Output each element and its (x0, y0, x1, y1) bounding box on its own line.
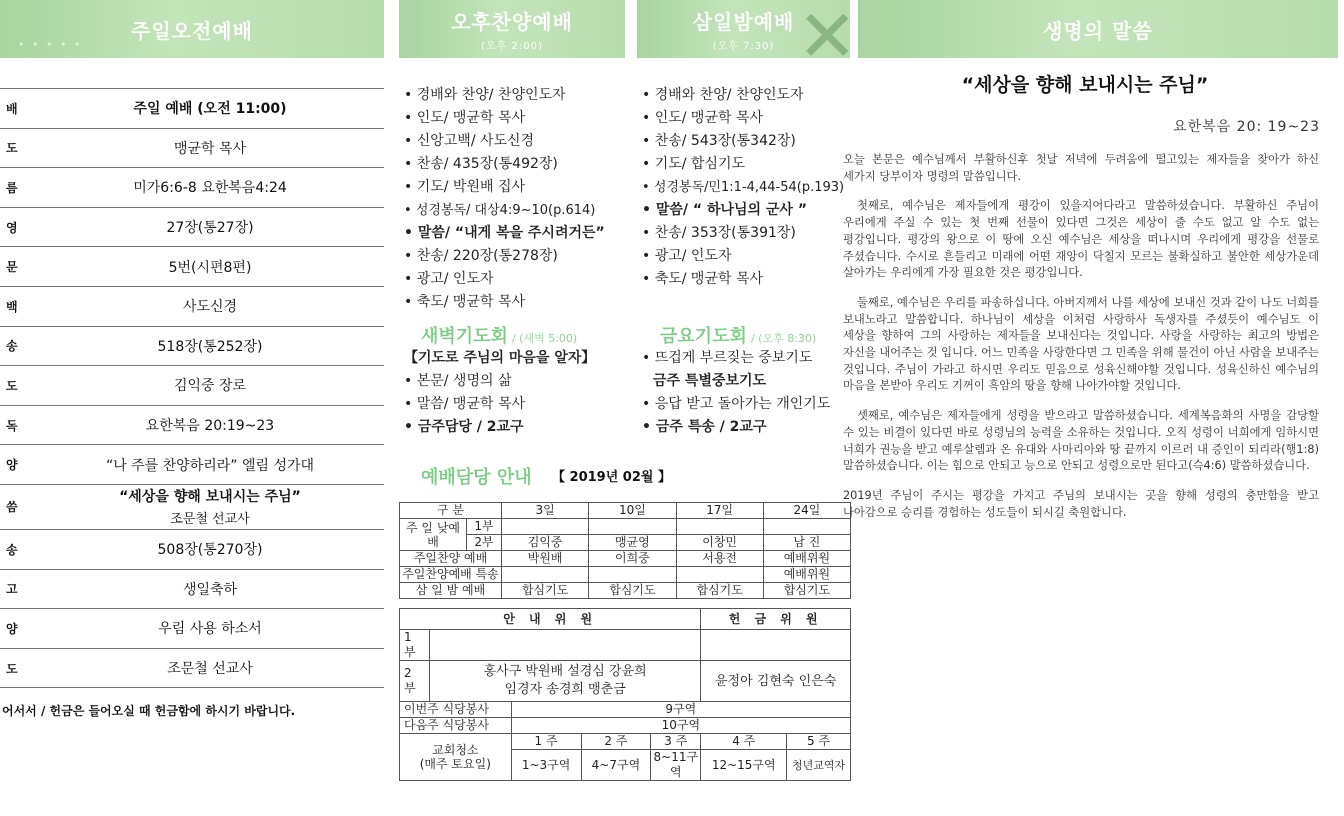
table-cell: 10구역 (511, 718, 850, 734)
cross-icon: ✕ (797, 0, 859, 78)
table-cell: 1~3구역 (511, 750, 581, 781)
committee-table (399, 608, 851, 781)
list-item: • 인도/ 맹균학 목사 (404, 107, 605, 130)
worship-row (0, 327, 384, 367)
list-item: • 성경봉독/ 대상4:9~10(p.614) (404, 199, 605, 222)
table-cell: 4~7구역 (581, 750, 651, 781)
table-cell (429, 630, 700, 661)
section-title: 금요기도회 (660, 326, 747, 347)
guide-names-line: 홍사구 박원배 설경심 강윤희 (483, 664, 647, 679)
table-cell: 남 진 (763, 535, 850, 551)
wednesday-worship-list (642, 84, 844, 291)
table-cell: 이희중 (589, 551, 676, 567)
sermon-speaker: 조문철 선교사 (170, 512, 250, 528)
table-cell (701, 630, 851, 661)
row-label: 문 (6, 260, 18, 275)
friday-prayer-title (660, 322, 816, 348)
table-cell: 9구역 (511, 702, 850, 718)
table-cell: 예배위원 (763, 551, 850, 567)
worship-row (0, 247, 384, 287)
row-label: 씀 (6, 500, 18, 515)
row-label: 도 (6, 141, 18, 156)
table-cell: 맹균영 (589, 535, 676, 551)
sermon-reference: 요한복음 20: 19~23 (1173, 119, 1320, 135)
table-cell: 다음주 식당봉사 (400, 718, 512, 734)
table-cell: 주일찬양예배 특송 (400, 567, 502, 583)
list-item: • 인도/ 맹균학 목사 (642, 107, 844, 130)
list-item: • 경배와 찬양/ 찬양인도자 (642, 84, 844, 107)
table-row (400, 503, 851, 519)
banner-word-of-life (858, 0, 1338, 58)
table-row (400, 567, 851, 583)
list-item: • 기도/ 합심기도 (642, 153, 844, 176)
table-cell: 합심기도 (589, 583, 676, 599)
list-item: • 찬송/ 220장(통278장) (404, 245, 605, 268)
row-label: 독 (6, 418, 18, 433)
table-row (400, 535, 851, 551)
list-item: • 광고/ 인도자 (642, 245, 844, 268)
list-item: 금주 특별중보기도 (653, 373, 767, 389)
table-header: 10일 (589, 503, 676, 519)
section-time: / (새벽 5:00) (511, 332, 578, 345)
row-label: 름 (6, 180, 18, 195)
sermon-body (843, 152, 1319, 534)
list-item: • 경배와 찬양/ 찬양인도자 (404, 84, 605, 107)
banner-morning-worship (0, 0, 384, 58)
row-value: 맹균학 목사 (173, 140, 247, 157)
banner-title: 주일오전예배 (131, 18, 253, 43)
list-item: • 말씀/ “ 하나님의 군사 ” (642, 199, 844, 222)
table-cell: 1 주 (511, 734, 581, 750)
table-cell (676, 567, 763, 583)
worship-row (0, 129, 384, 169)
sermon-paragraph: 셋째로, 예수님은 제자들에게 성령을 받으라고 말씀하셨습니다. 세계복음화의 사명을 감당할 수 있는 비결이 있다면 바로 성령님의 능력을 소유하는 것입니다. 오직 성령이 너희에게 임하시면 너희가 권능을 받고 예루살렘과 온 유대와 사마리아와 땅 끝까지 이르러 내 증인이 되리라(행1:8) 말씀하셨습니다. 이는 힘으로 안되고 능으로 안되고 성령으로만 된다고(슥4:6) 말씀하셨습니다. (843, 409, 1319, 473)
banner-title: 삼일밤예배 (692, 10, 795, 34)
table-cell: 윤정아 김현숙 인은숙 (701, 661, 851, 702)
guide-names-line: 임경자 송경희 맹춘금 (504, 682, 626, 697)
section-title: 새벽기도회 (421, 326, 508, 347)
section-time: / (오후 8:30) (750, 332, 817, 345)
row-value: 김익중 장로 (173, 378, 247, 395)
row-label: 영 (6, 220, 18, 235)
list-item: • 찬송/ 353장(통391장) (642, 222, 844, 245)
sermon-paragraph: 둘째로, 예수님은 우리를 파송하십니다. 아버지께서 나를 세상에 보내신 것과 같이 나도 너희를 보내노라고 말씀합니다. 하나님이 세상을 이처럼 사랑하사 독생자를 주셨듯이 예수님도 이 세상을 향하여 그의 사랑하는 제자들을 보내신다는 것입니다. 사랑을 사랑하는 최고의 방법은 자신을 내어주는 것 입니다. 어느 민족을 사랑한다면 그 민족을 위해 물건이 아닌 사람을 보내주는 것입니다. 주님이 가라고 하시면 우리도 믿음으로 성육신해야할 것입니다. 성육신하신 예수님의 마음을 본받아 우리도 기꺼이 흑암의 땅을 향해 나아가야할 것입니다. (843, 295, 1319, 393)
table-row (400, 718, 851, 734)
row-label: 도 (6, 378, 18, 393)
table-row (400, 630, 851, 661)
table-cell: 5 주 (787, 734, 851, 750)
table-row (400, 702, 851, 718)
banner-time: (오후 7:30) (712, 41, 775, 52)
cleaning-label: 교회청소 (432, 743, 479, 757)
table-cell: 합심기도 (763, 583, 850, 599)
list-item: • 응답 받고 돌아가는 개인기도 (642, 393, 830, 416)
banner-decoration: • • • • • (18, 38, 83, 51)
table-header: 17일 (676, 503, 763, 519)
table-cell: 합심기도 (676, 583, 763, 599)
row-value: 518장(통252장) (157, 338, 263, 355)
table-row (400, 661, 851, 702)
table-row (400, 583, 851, 599)
row-value: 생일축하 (182, 581, 238, 598)
table-row (400, 519, 851, 535)
table-row (400, 734, 851, 750)
table-header: 구 분 (400, 503, 502, 519)
table-cell: 삼 일 밤 예배 (400, 583, 502, 599)
list-item: • 광고/ 인도자 (404, 268, 605, 291)
table-cell: 주일찬양 예배 (400, 551, 502, 567)
list-item: • 찬송/ 435장(통492장) (404, 153, 605, 176)
worship-row (0, 609, 384, 649)
list-item: • 말씀/ “내게 복을 주시려거든” (404, 222, 605, 245)
list-item: • 말씀/ 맹균학 목사 (404, 393, 595, 416)
table-cell: 8~11구역 (651, 750, 701, 781)
table-cell: 2부 (467, 535, 502, 551)
dawn-prayer-list (404, 347, 595, 439)
table-cell (589, 567, 676, 583)
table-cell: 박원배 (502, 551, 589, 567)
row-label: 도 (6, 661, 18, 676)
row-value: 우림 사용 하소서 (158, 621, 262, 638)
row-label: 양 (6, 621, 18, 636)
list-item: • 금주 특송 / 2교구 (642, 416, 830, 439)
table-header: 3일 (502, 503, 589, 519)
worship-row (0, 445, 384, 485)
table-cell: 합심기도 (502, 583, 589, 599)
row-label: 배 (6, 101, 18, 116)
table-cell (676, 519, 763, 535)
table-header: 헌 금 위 원 (701, 609, 851, 630)
table-cell: 1 부 (400, 630, 430, 661)
dawn-prayer-title (421, 322, 577, 348)
row-value: 27장(통27장) (166, 220, 254, 237)
table-cell: 서용전 (676, 551, 763, 567)
duty-title: 예배담당 안내 (421, 467, 532, 488)
row-label: 송 (6, 542, 18, 557)
row-value: 조문철 선교사 (167, 661, 253, 678)
banner-wednesday-worship (637, 0, 859, 78)
table-cell: 이창민 (676, 535, 763, 551)
worship-row (0, 168, 384, 208)
banner-title: 오후찬양예배 (451, 10, 573, 34)
table-header: 24일 (763, 503, 850, 519)
list-item: • 축도/ 맹균학 목사 (642, 268, 844, 291)
morning-worship-order (0, 88, 384, 688)
worship-row (0, 88, 384, 129)
list-item: • 기도/ 박원배 집사 (404, 176, 605, 199)
friday-prayer-list (642, 347, 830, 439)
table-cell: 2 부 (400, 661, 430, 702)
table-cell (589, 519, 676, 535)
list-item: • 뜨겁게 부르짖는 중보기도 (642, 347, 830, 370)
row-value: 5번(시편8편) (168, 259, 252, 276)
sermon-paragraph: 2019년 주님이 주시는 평강을 가지고 주님의 보내시는 곳을 향해 성령의 충만함을 받고 나아감으로 승리를 경험하는 성도들이 되시길 축원합니다. (843, 488, 1319, 519)
row-value: 사도신경 (182, 299, 238, 316)
table-cell (502, 567, 589, 583)
list-item: • 금주담당 / 2교구 (404, 416, 595, 439)
table-cell (763, 519, 850, 535)
guide-names-cell (429, 661, 700, 702)
banner-afternoon-worship (399, 0, 625, 58)
list-item: 【기도로 주님의 마음을 알자】 (404, 350, 596, 366)
table-row (400, 551, 851, 567)
row-value: 508장(통270장) (157, 542, 263, 559)
list-item: • 찬송/ 543장(통342장) (642, 130, 844, 153)
sermon-cell (36, 486, 384, 527)
table-cell: 김익중 (502, 535, 589, 551)
duty-schedule-table (399, 502, 851, 599)
table-cell: 주 일 낮예배 (400, 519, 467, 551)
row-value: 미가6:6-8 요한복음4:24 (133, 180, 287, 197)
row-value: “나 주를 찬양하리라” 엘림 성가대 (105, 457, 315, 474)
table-cell: 2 주 (581, 734, 651, 750)
row-label: 백 (6, 299, 18, 314)
cleaning-label: (매주 토요일) (419, 757, 491, 771)
banner-time: (오후 2:00) (481, 41, 543, 52)
table-cell: 3 주 (651, 734, 701, 750)
table-header: 안 내 위 원 (400, 609, 701, 630)
table-cell: 1부 (467, 519, 502, 535)
worship-row (0, 530, 384, 570)
offering-note: 어서서 / 헌금은 들어오실 때 헌금함에 하시기 바랍니다. (2, 704, 296, 718)
sermon-title: “세상을 향해 보내시는 주님” (119, 489, 301, 506)
worship-row (0, 208, 384, 248)
banner-title: 생명의 말씀 (1043, 18, 1153, 43)
worship-row (0, 406, 384, 446)
row-value: 요한복음 20:19~23 (145, 418, 275, 435)
list-item: • 성경봉독/민1:1-4,44-54(p.193) (642, 176, 844, 199)
list-item: • 신앙고백/ 사도신경 (404, 130, 605, 153)
cleaning-label-cell (400, 734, 512, 781)
worship-row (0, 366, 384, 406)
sermon-paragraph: 오늘 본문은 예수님께서 부활하신후 첫날 저녁에 두려움에 떨고있는 제자들을 찾아가 하신 세가지 당부이자 명령의 말씀입니다. (843, 153, 1319, 183)
table-cell: 예배위원 (763, 567, 850, 583)
table-row (400, 609, 851, 630)
sermon-title: “세상을 향해 보내시는 주님” (961, 74, 1209, 96)
sermon-paragraph: 첫째로, 예수님은 제자들에게 평강이 있을지어다라고 말씀하셨습니다. 부활하신 주님이 우리에게 주실 수 있는 첫 번째 선물이 있다면 그것은 세상이 줄 수도 없고 알 수도 없는 평강입니다. 평강의 왕으로 이 땅에 오신 예수님은 세상을 떠나시며 우리에게 평강을 선물로 주셨습니다. 수시로 흔들리고 미래에 어떤 재앙이 닥칠지 모르는 불확실하고 불안한 세상가운데 살아가는 우리에게 가장 필요한 것은 평강입니다. (843, 199, 1319, 280)
list-item: • 본문/ 생명의 삶 (404, 370, 595, 393)
worship-row-sermon (0, 485, 384, 530)
worship-row (0, 287, 384, 327)
row-label: 고 (6, 582, 18, 597)
afternoon-worship-list (404, 84, 605, 314)
row-label: 송 (6, 339, 18, 354)
table-cell: 12~15구역 (701, 750, 787, 781)
worship-row (0, 570, 384, 610)
row-value: 주일 예배 (오전 11:00) (133, 101, 287, 118)
table-cell: 청년교역자 (787, 750, 851, 781)
table-cell (502, 519, 589, 535)
list-item: • 축도/ 맹균학 목사 (404, 291, 605, 314)
row-label: 양 (6, 458, 18, 473)
worship-row (0, 649, 384, 689)
table-cell: 이번주 식당봉사 (400, 702, 512, 718)
table-cell: 4 주 (701, 734, 787, 750)
duty-month: 【 2019년 02월 】 (552, 470, 671, 485)
